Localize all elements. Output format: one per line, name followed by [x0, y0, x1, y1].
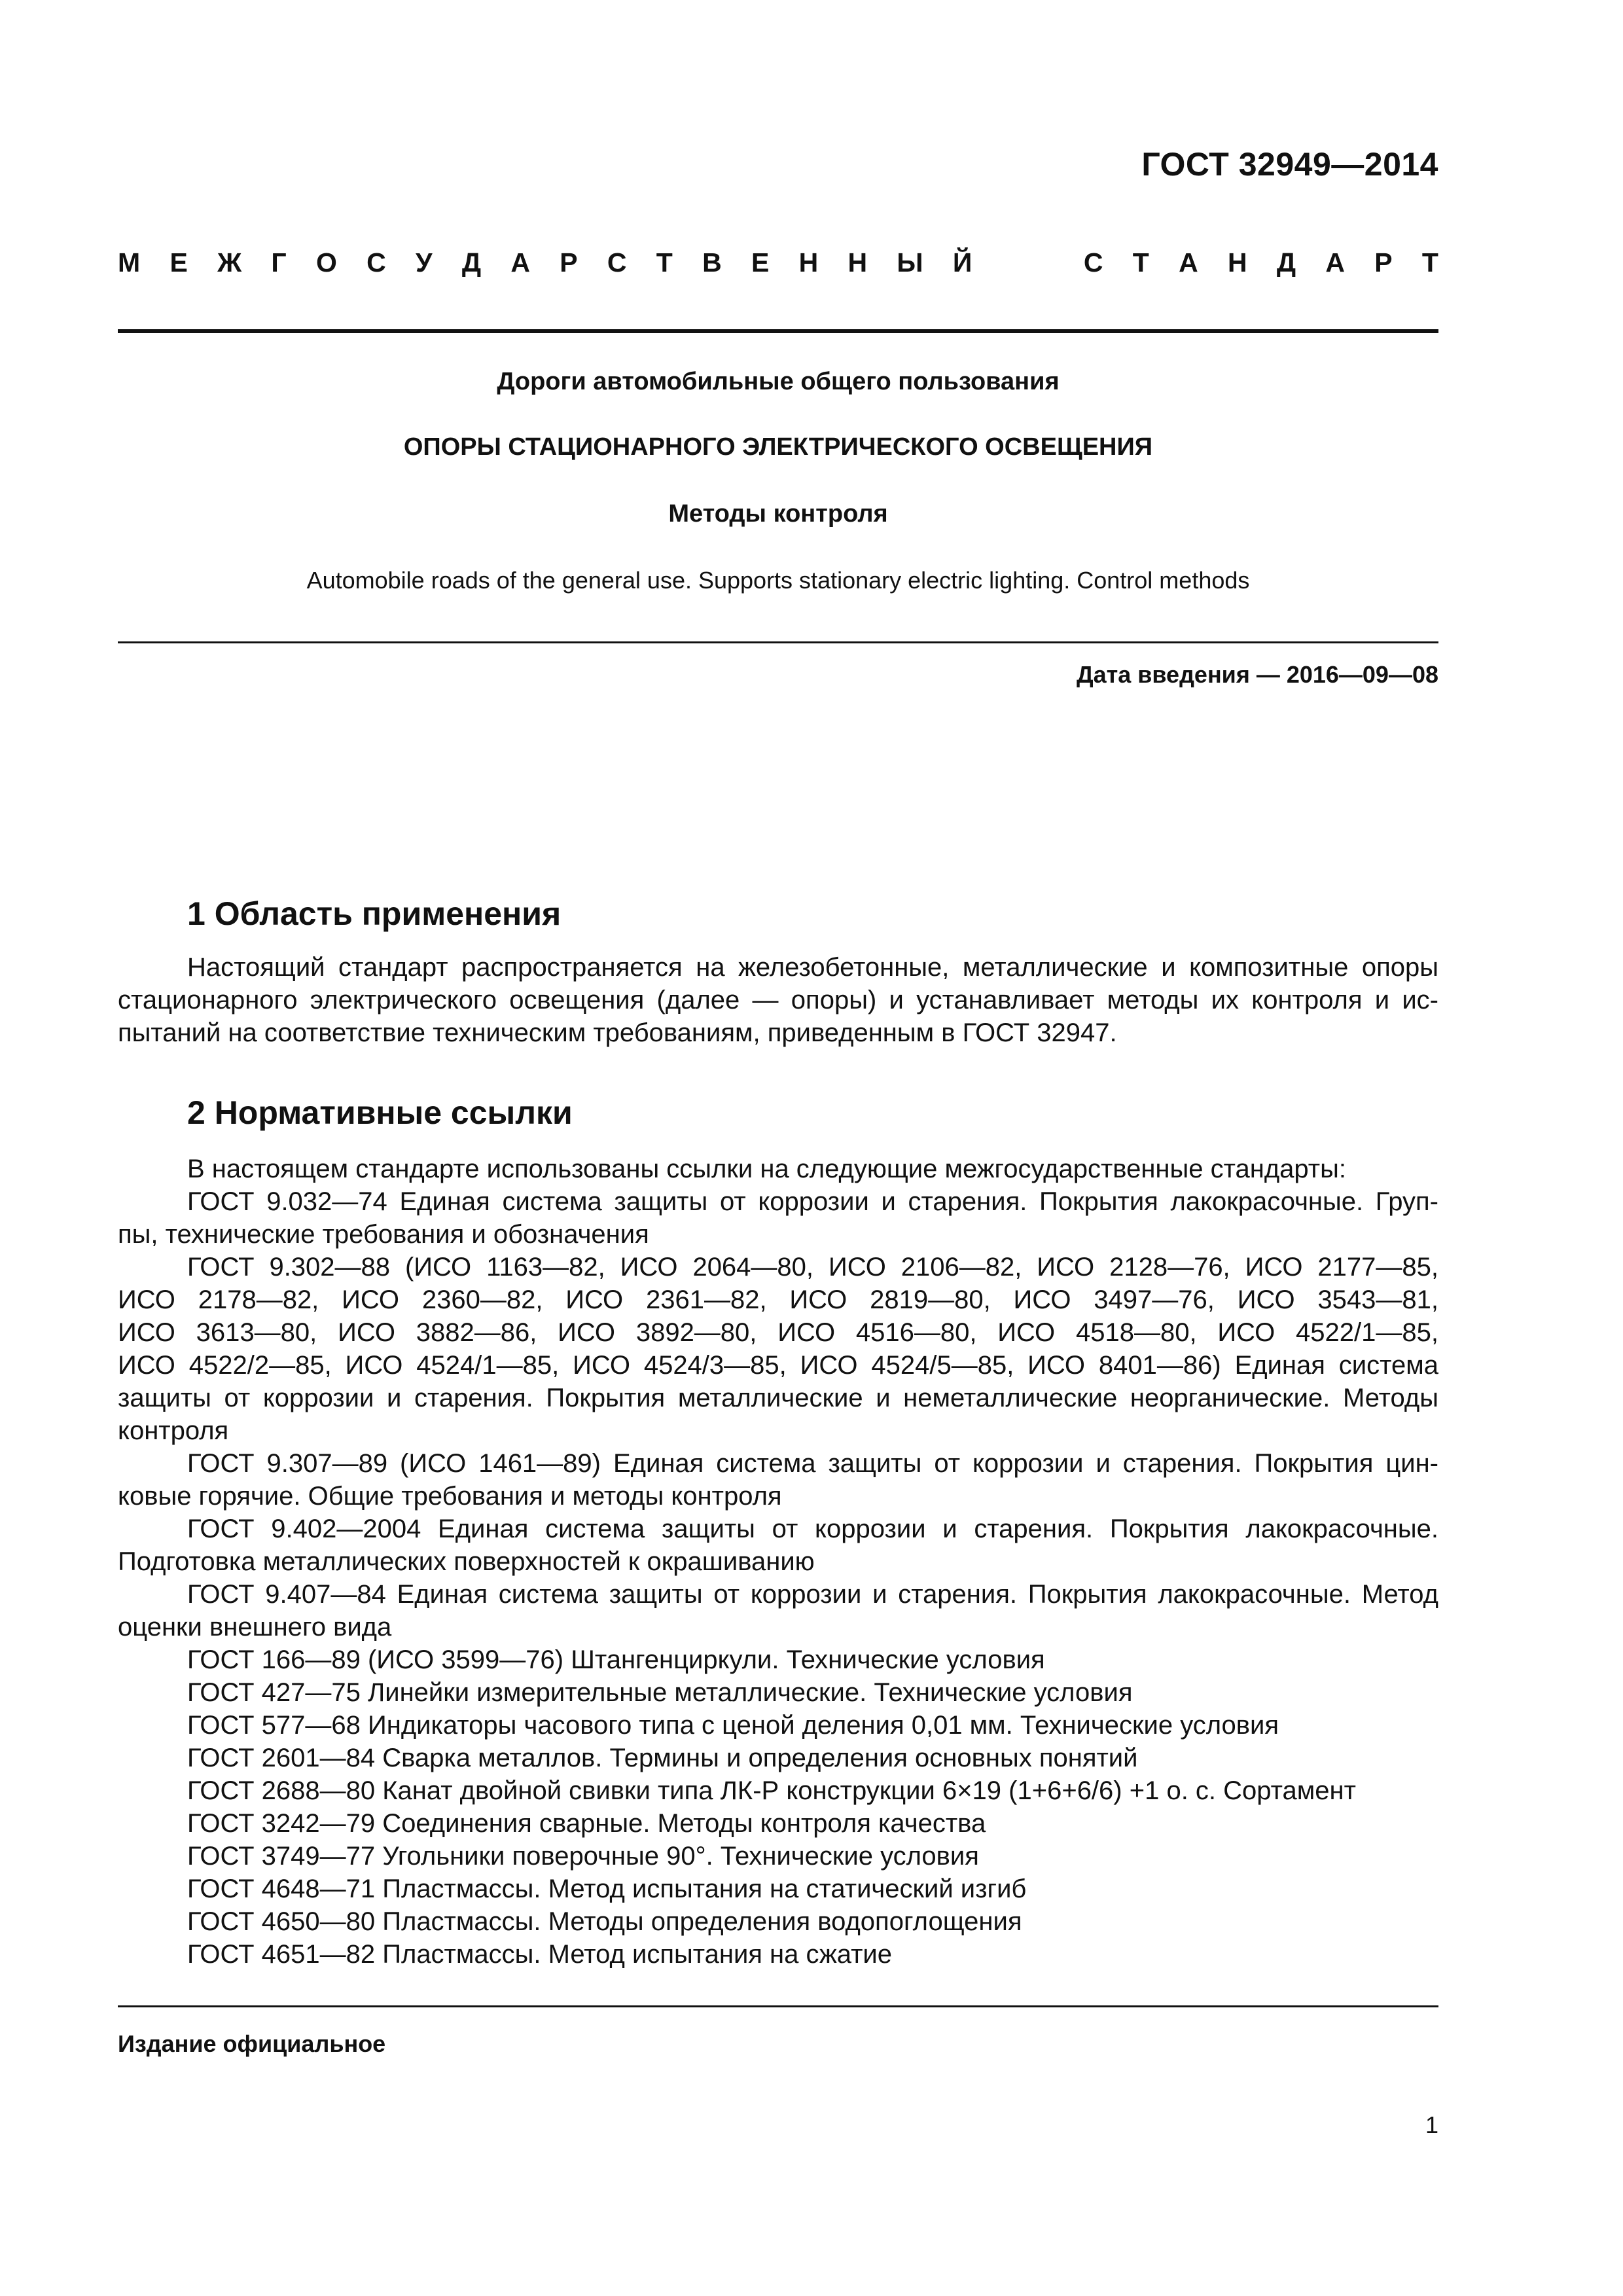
- text-line: стационарного электрического освещения (далее — опоры) и устанавливает методы их контроля и ис-: [118, 986, 1438, 1014]
- reference-line: ИСО 4522/2—85, ИСО 4524/1—85, ИСО 4524/3—85, ИСО 4524/5—85, ИСО 8401—86) Единая система: [118, 1351, 1438, 1380]
- banner-letter: Ы: [897, 247, 923, 278]
- reference-line: ГОСТ 166—89 (ИСО 3599—76) Штангенциркули. Технические условия: [187, 1645, 1045, 1674]
- text-line: Настоящий стандарт распространяется на железобетонные, металлические и композитные опоры: [187, 953, 1438, 982]
- reference-line: ГОСТ 2688—80 Канат двойной свивки типа ЛК-Р конструкции 6×19 (1+6+6/6) +1 о. с. Сортамент: [187, 1776, 1356, 1805]
- introduction-date: Дата введения — 2016—09—08: [1076, 661, 1438, 688]
- banner-letter: А: [510, 247, 530, 278]
- banner-letter: С: [607, 247, 627, 278]
- banner-letter: Д: [1276, 247, 1296, 278]
- banner-letter: Й: [952, 247, 972, 278]
- document-number: ГОСТ 32949—2014: [1141, 146, 1438, 183]
- banner-letter: Ж: [217, 247, 242, 278]
- banner-letter: А: [1325, 247, 1345, 278]
- reference-line: ИСО 2178—82, ИСО 2360—82, ИСО 2361—82, ИСО 2819—80, ИСО 3497—76, ИСО 3543—81,: [118, 1285, 1438, 1314]
- header-divider: [118, 329, 1438, 333]
- banner-letter: М: [118, 247, 141, 278]
- page-number: 1: [1425, 2111, 1438, 2138]
- reference-line: ГОСТ 9.307—89 (ИСО 1461—89) Единая система защиты от коррозии и старения. Покрытия цин-: [187, 1449, 1438, 1478]
- title-line-subtitle: Методы контроля: [668, 500, 888, 528]
- reference-line: пы, технические требования и обозначения: [118, 1220, 649, 1249]
- reference-line: ГОСТ 9.402—2004 Единая система защиты от коррозии и старения. Покрытия лакокрасочные.: [187, 1515, 1438, 1543]
- reference-line: ГОСТ 427—75 Линейки измерительные металлические. Технические условия: [187, 1678, 1133, 1707]
- banner-letter: Н: [798, 247, 819, 278]
- reference-line: оценки внешнего вида: [118, 1613, 392, 1641]
- reference-line: ГОСТ 4650—80 Пластмассы. Методы определения водопоглощения: [187, 1907, 1022, 1936]
- banner-letter: Р: [1374, 247, 1393, 278]
- title-english: Automobile roads of the general use. Supports stationary electric lighting. Control methods: [306, 567, 1250, 594]
- official-edition-label: Издание официальное: [118, 2030, 386, 2057]
- footer-divider: [118, 2005, 1438, 2007]
- banner-letter: Д: [461, 247, 482, 278]
- reference-line: ГОСТ 2601—84 Сварка металлов. Термины и определения основных понятий: [187, 1744, 1138, 1772]
- banner-letter: Т: [1132, 247, 1149, 278]
- title-divider: [118, 641, 1438, 643]
- reference-line: ГОСТ 4651—82 Пластмассы. Метод испытания на сжатие: [187, 1940, 892, 1969]
- section-2-body: [118, 1153, 1438, 1971]
- banner-letter: Е: [169, 247, 188, 278]
- reference-line: защиты от коррозии и старения. Покрытия металлические и неметаллические неорганические. Методы: [118, 1384, 1438, 1412]
- reference-line: ковые горячие. Общие требования и методы контроля: [118, 1482, 782, 1511]
- banner-letter: Р: [560, 247, 578, 278]
- reference-line: ГОСТ 4648—71 Пластмассы. Метод испытания на статический изгиб: [187, 1874, 1027, 1903]
- banner-letter: А: [1179, 247, 1198, 278]
- text-line: В настоящем стандарте использованы ссылки на следующие межгосударственные стандарты:: [187, 1155, 1346, 1183]
- banner-letter: О: [315, 247, 337, 278]
- banner-letter: Е: [751, 247, 770, 278]
- interstate-standard-banner: [118, 247, 1438, 278]
- text-line: пытаний на соответствие техническим требованиям, приведенным в ГОСТ 32947.: [118, 1018, 1117, 1047]
- reference-line: ГОСТ 577—68 Индикаторы часового типа с ценой деления 0,01 мм. Технические условия: [187, 1711, 1279, 1740]
- reference-line: ГОСТ 3242—79 Соединения сварные. Методы контроля качества: [187, 1809, 986, 1838]
- reference-line: ГОСТ 9.302—88 (ИСО 1163—82, ИСО 2064—80, ИСО 2106—82, ИСО 2128—76, ИСО 2177—85,: [187, 1253, 1438, 1282]
- banner-letter: В: [702, 247, 722, 278]
- section-1-heading: 1 Область применения: [187, 895, 562, 932]
- section-1-body: [118, 951, 1438, 1049]
- banner-letter: С: [366, 247, 386, 278]
- reference-line: ГОСТ 9.032—74 Единая система защиты от коррозии и старения. Покрытия лакокрасочные. Груп-: [187, 1187, 1438, 1216]
- reference-line: Подготовка металлических поверхностей к окрашиванию: [118, 1547, 815, 1576]
- banner-letter: С: [1083, 247, 1103, 278]
- banner-word-gap: [1002, 247, 1054, 278]
- reference-line: ГОСТ 3749—77 Угольники поверочные 90°. Технические условия: [187, 1842, 979, 1871]
- title-line-general: Дороги автомобильные общего пользования: [497, 368, 1060, 395]
- reference-line: ИСО 3613—80, ИСО 3882—86, ИСО 3892—80, ИСО 4516—80, ИСО 4518—80, ИСО 4522/1—85,: [118, 1318, 1438, 1347]
- reference-line: контроля: [118, 1416, 229, 1445]
- reference-line: ГОСТ 9.407—84 Единая система защиты от коррозии и старения. Покрытия лакокрасочные. Метод: [187, 1580, 1438, 1609]
- banner-letter: Т: [1421, 247, 1438, 278]
- section-2-heading: 2 Нормативные ссылки: [187, 1094, 573, 1131]
- title-line-main: ОПОРЫ СТАЦИОНАРНОГО ЭЛЕКТРИЧЕСКОГО ОСВЕЩЕНИЯ: [403, 433, 1153, 461]
- banner-letter: Г: [271, 247, 287, 278]
- banner-letter: Т: [656, 247, 673, 278]
- banner-letter: У: [416, 247, 433, 278]
- banner-letter: Н: [1227, 247, 1247, 278]
- banner-letter: Н: [847, 247, 868, 278]
